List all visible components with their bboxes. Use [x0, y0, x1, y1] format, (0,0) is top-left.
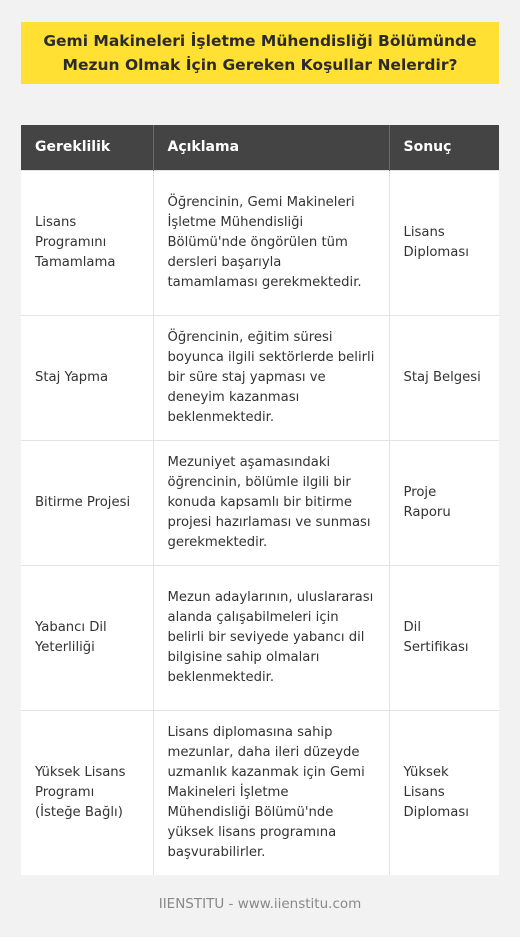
header-description: Açıklama — [153, 125, 389, 170]
footer-credit: IIENSTITU - www.iienstitu.com — [158, 896, 362, 912]
cell-requirement: Yüksek Lisans Programı (İsteğe Bağlı) — [21, 710, 153, 875]
cell-result: Dil Sertifikası — [389, 565, 499, 710]
cell-description: Mezuniyet aşamasındaki öğrencinin, bölümle ilgili bir konuda kapsamlı bir bitirme projesi hazırlaması ve sunması gerekmektedir. — [153, 440, 389, 565]
cell-result: Lisans Diploması — [389, 170, 499, 315]
cell-result: Proje Raporu — [389, 440, 499, 565]
title-banner — [21, 22, 499, 84]
cell-requirement: Staj Yapma — [21, 315, 153, 440]
table-row — [21, 710, 499, 875]
header-result: Sonuç — [389, 125, 499, 170]
cell-requirement: Lisans Programını Tamamlama — [21, 170, 153, 315]
cell-requirement: Yabancı Dil Yeterliliği — [21, 565, 153, 710]
table-row — [21, 170, 499, 315]
table-row — [21, 315, 499, 440]
cell-result: Staj Belgesi — [389, 315, 499, 440]
table-row — [21, 440, 499, 565]
page-title: Gemi Makineleri İşletme Mühendisliği Bölümünde Mezun Olmak İçin Gereken Koşullar Nelerdir? — [43, 32, 477, 74]
cell-description: Lisans diplomasına sahip mezunlar, daha ileri düzeyde uzmanlık kazanmak için Gemi Makineleri İşletme Mühendisliği Bölümü'nde yüksek lisans programına başvurabilirler. — [153, 710, 389, 875]
cell-result: Yüksek Lisans Diploması — [389, 710, 499, 875]
table-row — [21, 565, 499, 710]
requirements-table — [21, 125, 499, 875]
cell-requirement: Bitirme Projesi — [21, 440, 153, 565]
cell-description: Mezun adaylarının, uluslararası alanda çalışabilmeleri için belirli bir seviyede yabancı dil bilgisine sahip olmaları beklenmektedir. — [153, 565, 389, 710]
cell-description: Öğrencinin, eğitim süresi boyunca ilgili sektörlerde belirli bir süre staj yapması ve deneyim kazanması beklenmektedir. — [153, 315, 389, 440]
cell-description: Öğrencinin, Gemi Makineleri İşletme Mühendisliği Bölümü'nde öngörülen tüm dersleri başarıyla tamamlaması gerekmektedir. — [153, 170, 389, 315]
header-requirement: Gereklilik — [21, 125, 153, 170]
table-header-row — [21, 125, 499, 170]
